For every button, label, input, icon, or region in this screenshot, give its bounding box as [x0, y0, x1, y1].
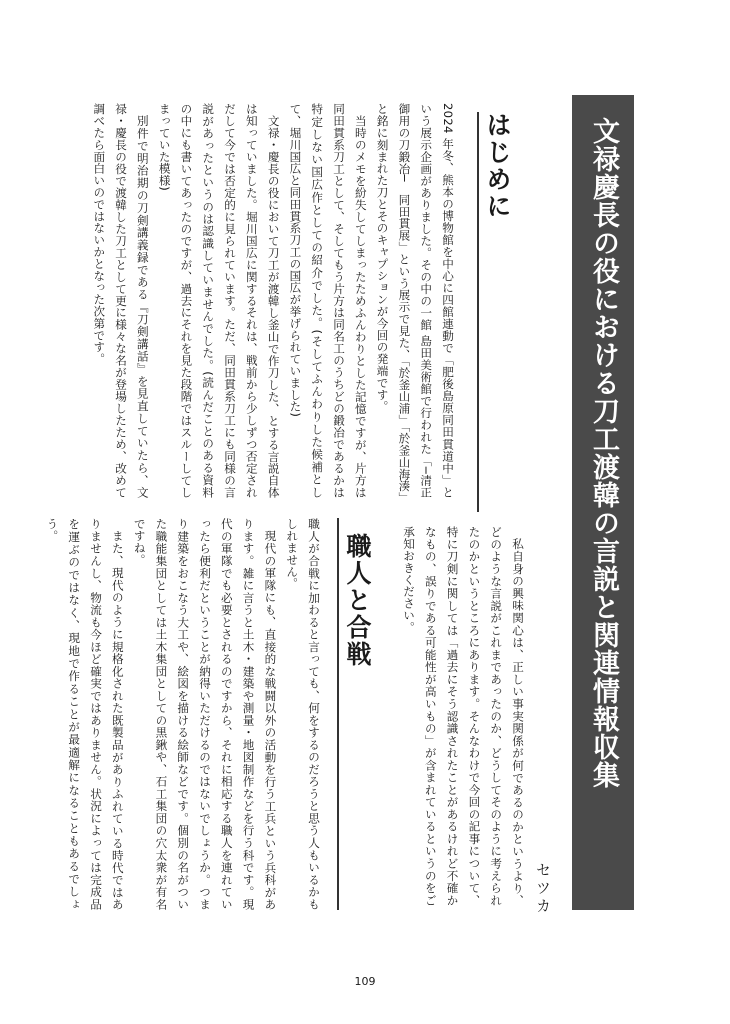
- intro-paragraph-3: 文禄・慶長の役において刀工が渡韓し釜山で作刀した、とする言説自体は知っていました。堀川国広に関するそれは、戦前から少しずつ否定されだして今では否定的に見られています。ただ、同田貫系刀工にも同様の言説があったというのは認識していませんでした。(読んだことのある資料の中にも書いてあったのですが、過去にそれを見た段階ではスルーしてしまっていた模様): [157, 103, 281, 498]
- craftsmen-paragraph-3: また、現代のように規格化された既製品がありふれている時代ではありませんし、物流も今ほど確実ではありません。状況によっては完成品を運ぶのではなく、現地で作ることが最適解になることもあるでしょう。: [45, 518, 125, 910]
- intro-paragraph-4: 別件で明治期の刀剣講義録である『刀剣講話』を見直していたら、文禄・慶長の役で渡韓した刀工として更に様々な名が登場したため、改めて調べたら面白いのではないかとなった次第です。: [92, 103, 150, 498]
- intro-paragraph-5: 私自身の興味関心は、正しい事実関係が何であるのかというより、どのような言説がこれまであったのか、どうしてそのように考えられたのかというところにあります。そんなわけで今回の記事について、特に刀剣に関しては「過去にそう認識されたことがあるけれど不確かなもの、誤りである可能性が高いもの」が含まれているというのをご承知おきください。: [402, 526, 525, 906]
- section-heading-intro: はじめに: [483, 112, 512, 220]
- title-bar: [572, 95, 634, 910]
- section-divider-intro: [477, 112, 479, 512]
- craftsmen-paragraph-1: 職人が合戦に加わると言っても、何をするのだろうと思う人もいるかもしれません。: [285, 518, 321, 910]
- craftsmen-paragraph-2: 現代の軍隊にも、直接的な戦闘以外の活動を行う工兵という兵科があります。雑に言うと土木・建築や測量・地図制作などを行う科です。現代の軍隊でも必要とされるのですから、それに相応する職人を連れていったら便利だということが納得いただけるのではないでしょうか。つまり建築をおこなう大工や、絵図を描ける絵師などです。個別の名がついた職能集団としては土木集団としての黒鍬や、石工集団の穴太衆が有名ですね。: [132, 518, 278, 910]
- section-heading-craftsmen: 職人と合戦: [343, 533, 372, 668]
- article-title: 文禄慶長の役における刀工渡韓の言説と関連情報収集: [588, 117, 619, 789]
- intro-paragraph-2: 当時のメモを紛失してしまったためふんわりとした記憶ですが、片方は同田貫系刀工として、そしてもう片方は同名工のうちどの鍛冶であるかは特定しない国広作としての紹介でした。(そしてふんわりした候補として、堀川国広と同田貫系刀工の国広が挙げられていました): [288, 103, 368, 498]
- craftsmen-body: [45, 518, 324, 910]
- author-name: セツカ: [534, 862, 552, 916]
- intro-paragraph-1: 2024 年冬、熊本の博物館を中心に四館連動で「肥後島原同田貫道中」という展示企画がありました。その中の一館 島田美術館で行われた「─清正御用の刀鍛冶─ 同田貫展」という展示で見た、「於釜山浦」「於釜山海湊」と銘に刻まれた刀とそのキャプションが今回の発端です。: [375, 103, 455, 498]
- intro-body-continued: [402, 526, 528, 906]
- section-divider-craftsmen: [337, 518, 339, 910]
- page-number: 109: [354, 975, 376, 988]
- intro-body: [86, 103, 458, 498]
